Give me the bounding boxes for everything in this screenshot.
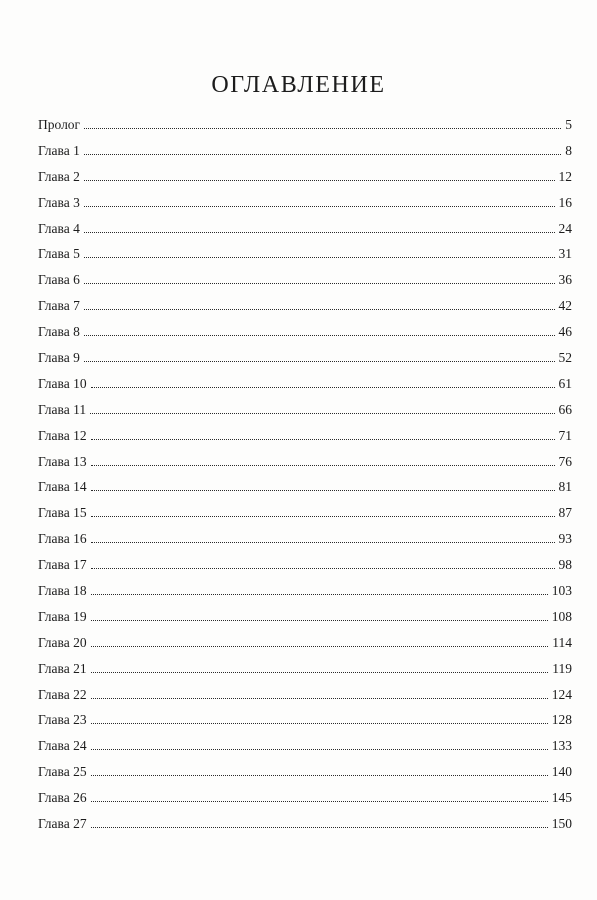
toc-entry-page-number: 133	[551, 738, 572, 754]
dot-leader	[84, 232, 555, 233]
dot-leader	[84, 309, 555, 310]
dot-leader	[91, 465, 555, 466]
toc-entry	[38, 630, 572, 656]
dot-leader	[91, 749, 548, 750]
dot-leader	[84, 154, 561, 155]
toc-entry	[38, 112, 572, 138]
toc-entry	[38, 785, 572, 811]
dot-leader	[91, 827, 548, 828]
dot-leader	[91, 516, 555, 517]
toc-entry-page-number: 42	[558, 298, 572, 314]
toc-entry-page-number: 46	[558, 324, 572, 340]
dot-leader	[84, 335, 555, 336]
dot-leader	[91, 439, 555, 440]
toc-entry	[38, 759, 572, 785]
dot-leader	[91, 387, 555, 388]
toc-entry-page-number: 36	[558, 272, 572, 288]
toc-entry-page-number: 76	[558, 453, 572, 469]
toc-entry	[38, 345, 572, 371]
dot-leader	[90, 413, 554, 414]
toc-entry-label: Глава 5	[38, 246, 80, 262]
dot-leader	[91, 801, 548, 802]
toc-entry	[38, 474, 572, 500]
toc-entry-label: Глава 11	[38, 401, 87, 417]
toc-entry	[38, 449, 572, 475]
toc-entry-page-number: 61	[558, 375, 572, 391]
toc-entry-label: Глава 2	[38, 168, 80, 184]
toc-entry	[38, 397, 572, 423]
dot-leader	[84, 283, 555, 284]
toc-entry-page-number: 93	[558, 531, 572, 547]
dot-leader	[84, 361, 555, 362]
toc-entry-page-number: 114	[552, 634, 572, 650]
toc-entry-label: Глава 9	[38, 350, 80, 366]
toc-entry-label: Глава 18	[38, 583, 87, 599]
toc-entry-page-number: 81	[558, 479, 572, 495]
toc-entry-page-number: 140	[551, 764, 572, 780]
toc-entry-label: Глава 7	[38, 298, 80, 314]
toc-entry-label: Глава 8	[38, 324, 80, 340]
toc-entry-page-number: 128	[551, 712, 572, 728]
toc-entry-page-number: 5	[565, 117, 572, 132]
toc-entry-page-number: 124	[551, 686, 572, 702]
toc-entry	[38, 371, 572, 397]
toc-entry	[38, 319, 572, 345]
toc-entry	[38, 293, 572, 319]
toc-entry-label: Глава 3	[38, 194, 80, 210]
dot-leader	[91, 723, 548, 724]
toc-entry-label: Глава 20	[38, 634, 87, 650]
toc-entry-page-number: 31	[558, 246, 572, 262]
toc-entry-page-number: 16	[558, 194, 572, 210]
toc-entry-label: Глава 16	[38, 531, 87, 547]
toc-entry-label: Глава 27	[38, 816, 87, 832]
dot-leader	[91, 672, 549, 673]
toc-entry-page-number: 71	[558, 427, 572, 443]
dot-leader	[91, 542, 555, 543]
dot-leader	[91, 620, 548, 621]
toc-entry-page-number: 24	[558, 220, 572, 236]
toc-entry-label: Глава 21	[38, 660, 87, 676]
toc-entry-label: Глава 15	[38, 505, 87, 521]
toc-entry-label: Глава 4	[38, 220, 80, 236]
toc-entry	[38, 707, 572, 733]
toc-entry-label: Глава 10	[38, 375, 87, 391]
toc-entry-page-number: 8	[565, 142, 572, 158]
toc-entry-page-number: 66	[558, 401, 572, 417]
toc-entry	[38, 267, 572, 293]
dot-leader	[84, 257, 555, 258]
toc-entry	[38, 604, 572, 630]
toc-entry-page-number: 98	[558, 557, 572, 573]
toc-entry	[38, 190, 572, 216]
toc-entry-label: Глава 24	[38, 738, 87, 754]
toc-entry-label: Глава 14	[38, 479, 87, 495]
dot-leader	[91, 490, 555, 491]
toc-entry-page-number: 12	[558, 168, 572, 184]
toc-entry-label: Глава 12	[38, 427, 87, 443]
dot-leader	[91, 568, 555, 569]
dot-leader	[84, 206, 555, 207]
dot-leader	[84, 180, 555, 181]
toc-entry-label: Глава 26	[38, 790, 87, 806]
toc-entry	[38, 552, 572, 578]
toc-entry-page-number: 103	[551, 583, 572, 599]
toc-entry	[38, 500, 572, 526]
toc-entry	[38, 423, 572, 449]
page-title: ОГЛАВЛЕНИЕ	[211, 72, 386, 98]
toc-entry-label: Глава 6	[38, 272, 80, 288]
toc-entry	[38, 682, 572, 708]
toc-entry-label: Глава 13	[38, 453, 87, 469]
toc-entry	[38, 164, 572, 190]
toc-entry-label: Глава 1	[38, 142, 80, 158]
dot-leader	[84, 128, 561, 129]
toc-entry	[38, 526, 572, 552]
toc-entry-label: Глава 17	[38, 557, 87, 573]
toc-entry	[38, 138, 572, 164]
toc-entry-label: Пролог	[38, 117, 81, 132]
toc-entry-label: Глава 25	[38, 764, 87, 780]
toc-entry-label: Глава 23	[38, 712, 87, 728]
toc-entry-page-number: 52	[558, 350, 572, 366]
dot-leader	[91, 775, 548, 776]
toc-entry	[38, 811, 572, 837]
dot-leader	[91, 594, 548, 595]
toc-entry	[38, 216, 572, 242]
toc-entry-page-number: 87	[558, 505, 572, 521]
toc-entry-page-number: 150	[551, 816, 572, 832]
toc-entry	[38, 733, 572, 759]
toc-entry-label: Глава 22	[38, 686, 87, 702]
dot-leader	[91, 698, 548, 699]
toc-entry-page-number: 108	[551, 608, 572, 624]
toc-entry-page-number: 119	[552, 660, 572, 676]
toc-entry	[38, 241, 572, 267]
toc-entry-label: Глава 19	[38, 608, 87, 624]
toc-entry	[38, 656, 572, 682]
toc-entry	[38, 578, 572, 604]
toc-entry-page-number: 145	[551, 790, 572, 806]
dot-leader	[91, 646, 549, 647]
table-of-contents	[38, 112, 572, 837]
